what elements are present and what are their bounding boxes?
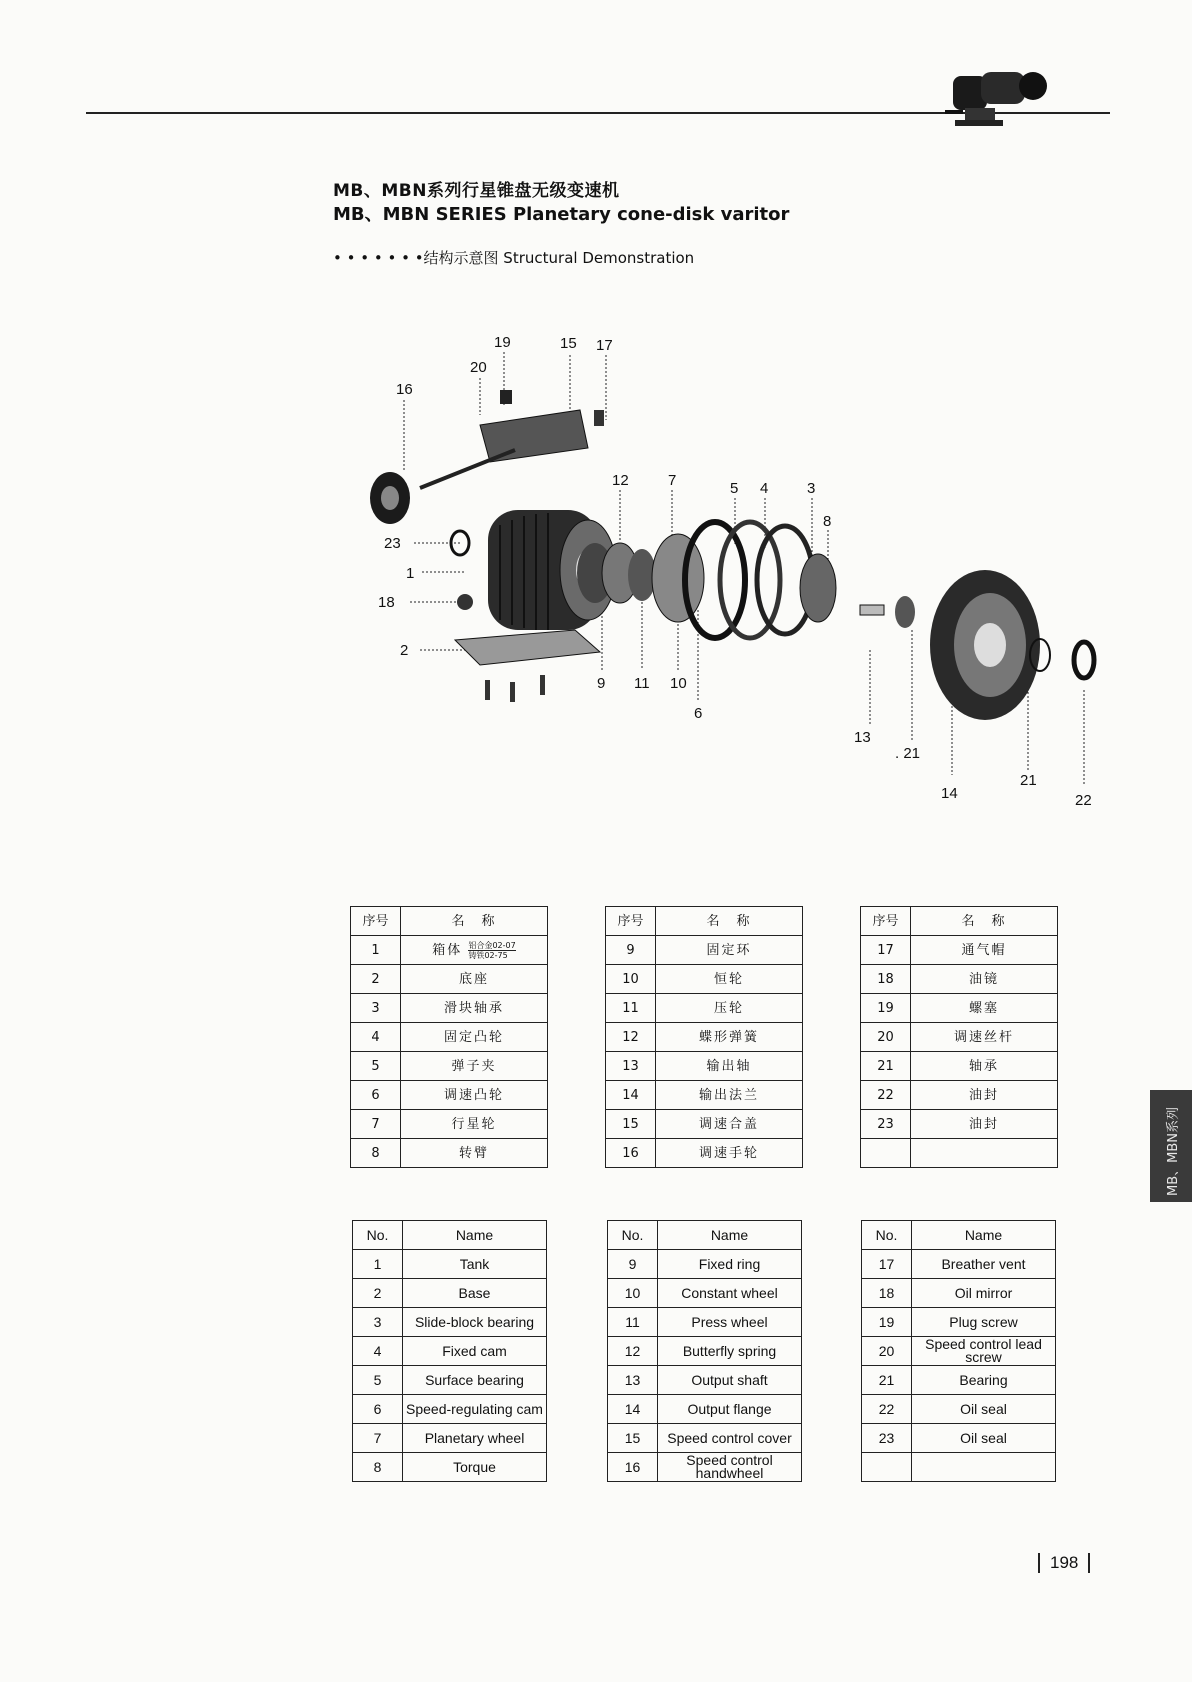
part-no: 20 [861,1023,911,1052]
part-no: 17 [861,936,911,965]
label-20: 20 [470,359,487,376]
table-row [351,994,548,1023]
part-name: 固定环 [656,936,803,965]
series-side-tab-label: MB、MBN系列 [1166,1107,1181,1196]
part-name: Planetary wheel [403,1424,547,1453]
part-name: Oil seal [912,1395,1056,1424]
part-name: 螺塞 [911,994,1058,1023]
part-no: 15 [608,1424,658,1453]
header-name: Name [403,1221,547,1250]
part-name: Constant wheel [658,1279,802,1308]
inner-assembly [577,522,915,638]
part-no: 1 [351,936,401,965]
table-header-row [862,1221,1056,1250]
part-name: Plug screw [912,1308,1056,1337]
label-21-inner: . 21 [895,745,921,762]
table-header-row [353,1221,547,1250]
part-no: 4 [351,1023,401,1052]
table-row [606,1081,803,1110]
page-number-bar-right [1088,1553,1090,1573]
part-no: 8 [353,1453,403,1482]
table-row [861,994,1058,1023]
part-no: 3 [351,994,401,1023]
label-1: 1 [406,565,415,582]
part-name: Breather vent [912,1250,1056,1279]
label-8: 8 [823,513,832,530]
part-name: 输出法兰 [656,1081,803,1110]
oil-mirror [457,594,473,610]
part-name: Oil seal [912,1424,1056,1453]
table-row [608,1308,802,1337]
table-row [351,1110,548,1139]
table-row [862,1453,1056,1482]
part-name: Output shaft [658,1366,802,1395]
table-row [608,1424,802,1453]
part-no: 5 [351,1052,401,1081]
output-flange [930,570,1094,720]
label-6: 6 [694,705,703,722]
label-14: 14 [941,785,958,802]
part-no: 8 [351,1139,401,1168]
header-name: Name [912,1221,1056,1250]
part-name: 压轮 [656,994,803,1023]
table-row [862,1395,1056,1424]
part-name: 恒轮 [656,965,803,994]
table-row [353,1424,547,1453]
part-name: Speed-regulating cam [403,1395,547,1424]
part-no: 18 [862,1279,912,1308]
part-name: 调速合盖 [656,1110,803,1139]
table-row [351,936,548,965]
part-name: Slide-block bearing [403,1308,547,1337]
part-no: 22 [862,1395,912,1424]
parts-table-en-1 [352,1220,547,1482]
label-22: 22 [1075,792,1092,809]
label-11: 11 [634,675,650,692]
table-row [608,1453,802,1482]
part-name: Fixed cam [403,1337,547,1366]
part-name: 油封 [911,1110,1058,1139]
table-row [608,1366,802,1395]
table-header-row [351,907,548,936]
header-no: No. [608,1221,658,1250]
label-19: 19 [494,334,511,351]
label-7: 7 [668,472,677,489]
table-row [862,1337,1056,1366]
table-row [351,1023,548,1052]
label-18: 18 [378,594,395,611]
label-2: 2 [400,642,409,659]
part-no: 7 [351,1110,401,1139]
series-side-tab [1150,1090,1192,1202]
part-no [861,1139,911,1168]
header-no: 序号 [606,907,656,936]
table-row [606,1139,803,1168]
part-no: 2 [353,1279,403,1308]
part-name: 输出轴 [656,1052,803,1081]
part-no: 19 [861,994,911,1023]
table-row [861,965,1058,994]
part-no: 1 [353,1250,403,1279]
header-no: No. [353,1221,403,1250]
label-5: 5 [730,480,739,497]
header-name: Name [658,1221,802,1250]
part-name [911,1139,1058,1168]
table-row [862,1366,1056,1395]
parts-table-cn-1 [350,906,548,1168]
part-name: Butterfly spring [658,1337,802,1366]
label-23: 23 [384,535,401,552]
part-name: 轴承 [911,1052,1058,1081]
part-name: Speed control lead screw [912,1337,1056,1366]
header-name: 名 称 [656,907,803,936]
table-row [606,994,803,1023]
part-no: 12 [606,1023,656,1052]
table-row [353,1250,547,1279]
exploded-diagram [340,330,1110,820]
label-4: 4 [760,480,769,497]
part-name-text: 箱体 [432,942,463,958]
parts-table-cn-2 [605,906,803,1168]
base-plate [455,630,600,702]
label-10: 10 [670,675,687,692]
parts-table-cn-3 [860,906,1058,1168]
part-no: 11 [608,1308,658,1337]
part-name: 调速凸轮 [401,1081,548,1110]
part-no: 23 [861,1110,911,1139]
table-row [608,1337,802,1366]
table-row [606,1023,803,1052]
part-no: 16 [606,1139,656,1168]
part-no: 18 [861,965,911,994]
tank-material-note [468,941,515,960]
part-no: 7 [353,1424,403,1453]
part-no: 20 [862,1337,912,1366]
tank-material-iron: 铸铁02-75 [468,950,508,960]
motor-icon [945,62,1055,140]
part-name: Speed control handwheel [658,1453,802,1482]
parts-table-en-3 [861,1220,1056,1482]
part-name [912,1453,1056,1482]
part-no: 17 [862,1250,912,1279]
header-no: 序号 [861,907,911,936]
part-name [401,936,548,965]
table-row [862,1424,1056,1453]
part-no: 6 [351,1081,401,1110]
table-row [862,1308,1056,1337]
label-16: 16 [396,381,413,398]
part-name: Tank [403,1250,547,1279]
label-12: 12 [612,472,629,489]
parts-table-en-2 [607,1220,802,1482]
table-row [353,1366,547,1395]
table-row [608,1250,802,1279]
title-english: MB、MBN SERIES Planetary cone-disk varitor [333,204,790,225]
part-name: Fixed ring [658,1250,802,1279]
part-no: 3 [353,1308,403,1337]
table-row [351,965,548,994]
table-row [861,1139,1058,1168]
table-row [861,1110,1058,1139]
table-row [353,1395,547,1424]
table-row [861,1081,1058,1110]
label-3: 3 [807,480,816,497]
table-row [606,1052,803,1081]
section-heading: • • • • • • •结构示意图 Structural Demonstration [333,249,695,267]
part-name: 固定凸轮 [401,1023,548,1052]
table-row [351,1139,548,1168]
table-row [606,1110,803,1139]
part-name: 调速手轮 [656,1139,803,1168]
part-no: 2 [351,965,401,994]
table-row [353,1308,547,1337]
part-no: 13 [608,1366,658,1395]
header-no: No. [862,1221,912,1250]
part-no: 14 [608,1395,658,1424]
part-no: 4 [353,1337,403,1366]
part-no: 22 [861,1081,911,1110]
table-row [351,1052,548,1081]
table-row [861,1023,1058,1052]
table-header-row [608,1221,802,1250]
table-row [861,936,1058,965]
part-no: 10 [606,965,656,994]
part-no: 9 [608,1250,658,1279]
part-no: 9 [606,936,656,965]
part-no: 5 [353,1366,403,1395]
speed-control-handwheel [370,472,410,524]
part-name: 弹子夹 [401,1052,548,1081]
part-no: 19 [862,1308,912,1337]
part-name: Oil mirror [912,1279,1056,1308]
part-name: Base [403,1279,547,1308]
part-no: 11 [606,994,656,1023]
table-row [606,965,803,994]
table-row [353,1337,547,1366]
part-name: Output flange [658,1395,802,1424]
header-name: 名 称 [401,907,548,936]
label-13: 13 [854,729,871,746]
table-row [608,1279,802,1308]
table-row [862,1279,1056,1308]
part-name: 行星轮 [401,1110,548,1139]
part-name: Torque [403,1453,547,1482]
part-no: 21 [861,1052,911,1081]
label-17: 17 [596,337,613,354]
table-row [608,1395,802,1424]
header-no: 序号 [351,907,401,936]
header-name: 名 称 [911,907,1058,936]
table-row [606,936,803,965]
part-no: 12 [608,1337,658,1366]
label-9: 9 [597,675,606,692]
title-chinese: MB、MBN系列行星锥盘无级变速机 [333,181,620,201]
part-no [862,1453,912,1482]
label-21-outer: 21 [1020,772,1037,789]
part-no: 6 [353,1395,403,1424]
part-no: 21 [862,1366,912,1395]
part-no: 23 [862,1424,912,1453]
part-name: 底座 [401,965,548,994]
page-number: 198 [1050,1553,1079,1572]
part-name: 转臂 [401,1139,548,1168]
label-15: 15 [560,335,577,352]
part-name: 油镜 [911,965,1058,994]
part-name: 滑块轴承 [401,994,548,1023]
part-name: Bearing [912,1366,1056,1395]
part-no: 14 [606,1081,656,1110]
table-row [861,1052,1058,1081]
part-name: 调速丝杆 [911,1023,1058,1052]
page-number-bar-left [1038,1553,1040,1573]
part-name: 蝶形弹簧 [656,1023,803,1052]
part-no: 16 [608,1453,658,1482]
table-row [353,1279,547,1308]
table-header-row [861,907,1058,936]
part-name: 油封 [911,1081,1058,1110]
table-row [353,1453,547,1482]
part-no: 13 [606,1052,656,1081]
part-name: Speed control cover [658,1424,802,1453]
page-number-block [1038,1553,1090,1573]
part-no: 15 [606,1110,656,1139]
part-name: Surface bearing [403,1366,547,1395]
part-name: 通气帽 [911,936,1058,965]
speed-control-cover [420,390,604,488]
table-header-row [606,907,803,936]
table-row [862,1250,1056,1279]
part-no: 10 [608,1279,658,1308]
tank-material-alloy: 铝合金02-07 [468,940,516,950]
table-row [351,1081,548,1110]
part-name: Press wheel [658,1308,802,1337]
